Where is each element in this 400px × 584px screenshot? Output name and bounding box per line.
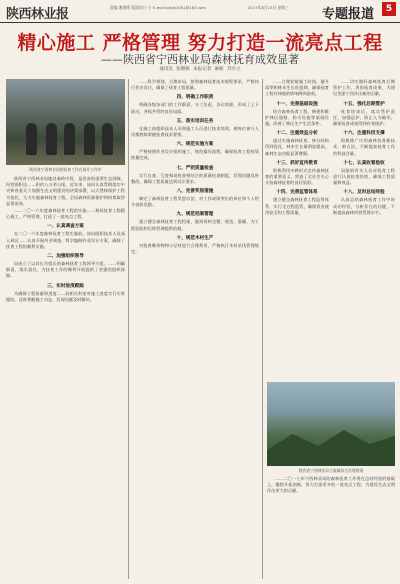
paragraph: 陕西省宁西林业局地处秦岭中段，是西安的重要生态屏障，经营面积达……积约八万余公顷。近年来，该局认真贯彻落实中央和省委关于加强生态文明建设的决策部署，以天然林保护工程为依托，大力实施森林抚育工程，全局森林资源保护和培育取得显著成效。	[6, 176, 125, 206]
paragraph: 通过实施森林抚育，林分结构得到优化，林木生长量明显提高，森林生态功能显著增强。	[265, 138, 329, 156]
section-subheading: 七、严把质量检查	[176, 165, 214, 171]
paragraph: ……合理安排施工时间，避开雨季和林木生长旺盛期，确保抚育工程对林地的影响降到最低。	[265, 79, 329, 97]
section-subheading: 三、实时进度跟踪	[47, 283, 84, 289]
paragraph: 实行自查、互查和局检查相结合的质量检查制度，发现问题及时整改，确保工程质量达到设计要求。	[131, 172, 259, 184]
section-subheading: 六、规范实施方案	[176, 142, 214, 148]
paragraph: 积极利用多种形式宣传森林抚育的重要意义，营造了全社会关心支持森林抚育的良好氛围。	[265, 167, 329, 186]
paragraph: ……科学规划，合理布局，按照森林抚育技术规程要求，严格执行作业设计，确保了抚育工程质量。	[131, 79, 259, 91]
section-subheading: 八、完善奖惩措施	[176, 189, 214, 195]
paragraph: 明确各级各部门的工作职责，分工负责，各司其职，形成了上下联动、齐抓共管的良好局面。	[131, 102, 259, 114]
paragraph: 积极推广应用森林抚育新技术、新方法，不断提高抚育工作的科技含量。	[333, 138, 395, 156]
section-title: 专题报道	[322, 7, 375, 22]
photo-caption: 陕西省宁西林业局的抚育工作在展开工作中	[29, 167, 102, 172]
paragraph: 在二〇一六年度森林抚育工程实施前，该局组织技术人员深入林区……认真开展外业调查，科学编制作业设计方案，确保了抚育工程的顺利实施。	[6, 231, 125, 249]
paragraph: 认真总结森林抚育工作中的成功经验，分析存在的问题，不断提高森林经营管理水平。	[333, 197, 395, 215]
paragraph: 局成立了以局长为组长的森林抚育工程领导小组，……明确职责，落实责任，为抚育工作的顺利开展提供了坚强的组织保障。	[6, 261, 125, 279]
paragraph: 抚育结束后，落实管护责任，加强巡护，防止人为破坏，确保抚育成果得到有效保护。	[333, 108, 395, 127]
newspaper-logo: 陕西林业报	[6, 7, 69, 22]
section-subheading: 十三、抓好宣传教育	[276, 160, 318, 166]
column-divider	[262, 79, 263, 579]
article-headline: 精心施工 严格管理 努力打造一流亮点工程	[17, 32, 383, 54]
column-divider	[128, 79, 129, 579]
article-subhead: ——陕西省宁西林业局森林抚育成效显著	[101, 53, 299, 66]
section-subheading: 五、落实培训任务	[176, 118, 214, 124]
text-column-1	[6, 176, 125, 580]
paragraph: 为确保工程质量和进度……局相关科室对施工进度实行实时跟踪，及时掌握施工动态，发现问题及时解决。	[6, 290, 125, 302]
section-subheading: 九、规范档案管理	[176, 212, 214, 218]
person-figure	[26, 123, 37, 155]
issue-date: 2017年8月23日 星期三	[248, 5, 289, 10]
section-subheading: 十六、注重科技支撑	[343, 131, 385, 137]
paragraph: 对抚育剩余物和小径材进行合理利用，严格执行木材采伐管理规定。	[131, 242, 259, 255]
paragraph: 在施工前组织技术人员和施工人员进行技术培训，使每位参与人员都熟练掌握抚育技术要领。	[131, 125, 259, 138]
section-subheading: 十七、认真收看验收	[343, 160, 385, 166]
section-subheading: 十一、完善基础设施	[276, 101, 318, 107]
person-figure	[102, 123, 113, 155]
section-subheading: 四、明确工作职责	[176, 95, 214, 101]
page-number: 5	[382, 2, 396, 16]
paragraph: 建立健全森林抚育工程档案，做到资料完整、规范、准确，为工程验收和后续管理提供依据。	[131, 219, 259, 231]
section-subheading: 十五、强化后期管护	[343, 101, 385, 107]
text-column-3	[265, 79, 329, 379]
section-subheading: 二、加强组织领导	[47, 254, 84, 260]
section-subheading: 十二、注重效益分析	[276, 131, 318, 137]
section-subheading: 十、规范木材生产	[176, 235, 214, 241]
paragraph: ……二〇一七年宁西林业局的森林抚育工作将在总结经验的基础上，继续开拓创新，努力打造更多的一流亮点工程，为建设生态文明作出更大的贡献。	[267, 476, 395, 494]
paragraph: ……二〇一六年度森林抚育工程的实施……林局抚育工程精心施工，严格管理，打造了一流亮点工程。	[6, 208, 125, 220]
editor-info: 责编 谢建晖 版面设计 于 E-mail:sxlyb1001@163.com	[110, 5, 206, 10]
paragraph: 建立健全森林抚育工程监管体系，实行全过程监管，确保资金使用安全和工程质量。	[265, 197, 329, 215]
text-column-4	[333, 79, 395, 379]
section-subheading: 一、认真调查方案	[47, 224, 84, 230]
paragraph: 结合森林抚育工程，修建和维护林区道路、防火设施等基础设施，改善了林区生产生活条件。	[265, 108, 329, 127]
person-figure	[64, 123, 75, 155]
article-byline: 通讯员 张朝栋 本报记者 麻峪 苏少立	[159, 67, 241, 72]
text-column-2	[131, 79, 259, 579]
person-figure	[84, 123, 95, 155]
text-column-5	[267, 476, 395, 580]
person-figure	[46, 123, 57, 155]
photo-caption-2: 陕西省宁西林业局小流域综合治理现场	[298, 468, 364, 473]
paragraph: 制定了森林抚育工程奖惩办法，对工作成绩突出的单位和个人给予表彰奖励。	[131, 196, 259, 208]
masthead	[0, 0, 400, 23]
paragraph: ……切实做好森林抚育后期管护工作，巩固抚育成果，为建设美丽宁西作出新的贡献。	[333, 79, 395, 97]
paragraph: 严格按照作业设计组织施工，规范操作流程，确保抚育工程按质按量完成。	[131, 149, 259, 161]
article-photo	[6, 79, 125, 165]
landscape-photo	[267, 382, 395, 466]
paragraph: 局组织有关人员对抚育工程进行认真检查验收，确保工程质量和效益。	[333, 167, 395, 186]
hill-shape	[267, 426, 395, 466]
section-subheading: 十八、及时总结经验	[343, 190, 385, 196]
section-subheading: 十四、完善监管体系	[276, 190, 318, 196]
